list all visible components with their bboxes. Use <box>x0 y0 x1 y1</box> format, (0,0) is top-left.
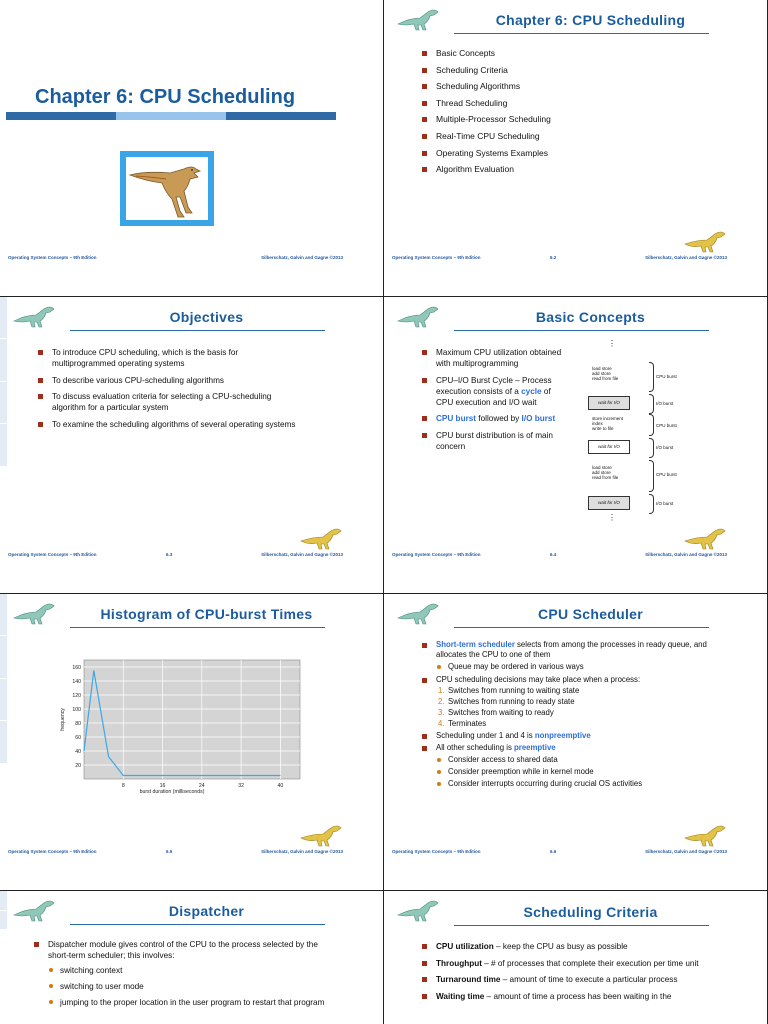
title-rule <box>70 924 325 925</box>
brace <box>649 362 654 392</box>
x-tick-label: 40 <box>277 783 284 789</box>
title-band <box>6 112 336 120</box>
y-tick-label: 60 <box>75 735 81 741</box>
concept-item: CPU burst followed by I/O burst <box>420 413 562 424</box>
page-number: 6.6 <box>550 849 557 854</box>
footer-book: Operating System Concepts – 9th Edition <box>8 849 97 854</box>
y-tick-label: 20 <box>75 763 81 769</box>
sub-item: switching context <box>48 965 332 976</box>
criteria-list <box>420 941 720 1007</box>
outline-item: Thread Scheduling <box>420 98 551 109</box>
dinosaur-picture <box>120 151 214 226</box>
slide-6 <box>384 594 768 891</box>
outline-item: Scheduling Algorithms <box>420 81 551 92</box>
footer-copyright: Silberschatz, Galvin and Gagne ©2013 <box>645 552 727 557</box>
slide-2 <box>384 0 768 297</box>
sub-item: Consider access to shared data <box>436 755 720 765</box>
concepts-list <box>420 347 562 457</box>
brace <box>649 438 654 458</box>
footer-copyright: Silberschatz, Galvin and Gagne ©2013 <box>645 849 727 854</box>
sub-item: Consider preemption while in kernel mode <box>436 767 720 777</box>
page-number: 6.4 <box>550 552 557 557</box>
cpu-burst-label: CPU burst <box>656 423 677 428</box>
outline-item: Basic Concepts <box>420 48 551 59</box>
slide-footer <box>392 552 727 557</box>
footer-copyright: Silberschatz, Galvin and Gagne ©2013 <box>261 849 343 854</box>
sub-item: Consider interrupts occurring during crucial OS activities <box>436 779 720 789</box>
sidebar-stripes <box>0 297 7 593</box>
footer-book: Operating System Concepts – 9th Edition <box>392 552 481 557</box>
objectives-list <box>36 347 296 435</box>
wait-box: wait for I/O <box>588 496 630 510</box>
scheduler-item: All other scheduling is preemptive Consider access to shared data Consider preemption while in kernel mode Consider interrupts occurring during crucial OS activities <box>420 743 720 789</box>
dinosaur-icon <box>126 157 208 220</box>
x-tick-label: 16 <box>159 783 166 789</box>
outline-item: Multiple-Processor Scheduling <box>420 114 551 125</box>
concept-item: CPU burst distribution is of main concern <box>420 430 562 452</box>
footer-copyright: Silberschatz, Galvin and Gagne ©2013 <box>261 255 343 260</box>
slide-footer <box>392 255 727 260</box>
wait-box: wait for I/O <box>588 396 630 410</box>
plot-area <box>84 660 300 779</box>
x-tick-label: 32 <box>238 783 244 789</box>
dinosaur-logo-icon <box>299 525 343 551</box>
y-tick-label: 140 <box>72 679 81 685</box>
slide-3 <box>0 297 384 594</box>
scheduler-item: Short-term scheduler selects from among the processes in ready queue, and allocates the CPU to one of them Queue may be ordered in various ways <box>420 640 720 672</box>
sub-item: switching to user mode <box>48 981 332 992</box>
dinosaur-logo-icon <box>299 822 343 848</box>
outline-item: Operating Systems Examples <box>420 148 551 159</box>
code-block: load store add store read from file <box>592 465 619 480</box>
scheduler-list <box>420 640 720 795</box>
title-rule <box>454 33 709 34</box>
code-block: store increment index write to file <box>592 416 624 431</box>
criteria-item: Throughput – # of processes that complete their execution per time unit <box>420 958 720 969</box>
objective-item: To introduce CPU scheduling, which is the basis for multiprogrammed operating systems <box>36 347 296 369</box>
brace <box>649 494 654 514</box>
footer-book: Operating System Concepts – 9th Edition <box>8 255 97 260</box>
code-block: load store add store read from file <box>592 366 619 381</box>
slide-title: Basic Concepts <box>535 309 646 325</box>
concept-item: Maximum CPU utilization obtained with multiprogramming <box>420 347 562 369</box>
criteria-item: Waiting time – amount of time a process has been waiting in the <box>420 991 720 1002</box>
brace <box>649 394 654 414</box>
y-tick-label: 100 <box>72 707 81 713</box>
footer-book: Operating System Concepts – 9th Edition <box>392 255 481 260</box>
title-rule <box>70 330 325 331</box>
dinosaur-logo-icon <box>396 897 440 923</box>
slide-title: Chapter 6: CPU Scheduling <box>495 12 686 28</box>
page-number: 6.5 <box>166 849 173 854</box>
slide-title: Scheduling Criteria <box>523 904 658 920</box>
footer-book: Operating System Concepts – 9th Edition <box>392 849 481 854</box>
title-rule <box>454 627 709 628</box>
y-axis-label: frequency <box>60 708 66 731</box>
slide-title: Histogram of CPU-burst Times <box>100 606 313 622</box>
y-tick-label: 120 <box>72 693 81 699</box>
outline-item: Real-Time CPU Scheduling <box>420 131 551 142</box>
slide-title: Dispatcher <box>168 903 245 919</box>
page-number: 6.3 <box>166 552 173 557</box>
wait-box: wait for I/O <box>588 440 630 454</box>
io-burst-label: I/O burst <box>656 401 674 406</box>
dispatcher-list <box>32 939 332 1014</box>
brace <box>649 414 654 436</box>
sub-item: jumping to the proper location in the user program to restart that program <box>48 997 332 1008</box>
page-number: 6.2 <box>550 255 557 260</box>
numbered-item: 2. Switches from running to ready state <box>438 697 575 706</box>
x-tick-label: 8 <box>121 783 125 789</box>
objective-item: To describe various CPU-scheduling algorithms <box>36 375 296 386</box>
slide-7 <box>0 891 384 1024</box>
slide-footer <box>8 552 343 557</box>
x-axis-label: burst duration (milliseconds) <box>139 789 205 795</box>
io-burst-label: I/O burst <box>656 445 674 450</box>
cpu-burst-label: CPU burst <box>656 374 677 379</box>
slide-footer <box>8 849 343 854</box>
sub-item: Queue may be ordered in various ways <box>436 662 720 672</box>
dinosaur-logo-icon <box>683 228 727 254</box>
criteria-item: CPU utilization – keep the CPU as busy as possible <box>420 941 720 952</box>
numbered-item: 1. Switches from running to waiting state <box>438 686 580 695</box>
y-tick-label: 40 <box>75 749 81 755</box>
dinosaur-logo-icon <box>396 6 440 32</box>
outline-item: Algorithm Evaluation <box>420 164 551 175</box>
dinosaur-logo-icon <box>12 303 56 329</box>
numbered-item: 4. Terminates <box>438 719 487 728</box>
dispatcher-item: Dispatcher module gives control of the CPU to the process selected by the short-term scheduler; this involves: switching context switching to user mode jumping to the proper location in the user program to restart that program <box>32 939 332 1008</box>
slide-5 <box>0 594 384 891</box>
footer-copyright: Silberschatz, Galvin and Gagne ©2013 <box>261 552 343 557</box>
ellipsis: ⋮ <box>608 339 616 348</box>
io-burst-label: I/O burst <box>656 501 674 506</box>
numbered-item: 3. Switches from waiting to ready <box>438 708 554 717</box>
concept-item: CPU–I/O Burst Cycle – Process execution consists of a cycle of CPU execution and I/O wait <box>420 375 562 408</box>
slide-title: Chapter 6: CPU Scheduling <box>35 86 296 108</box>
dinosaur-logo-icon <box>396 303 440 329</box>
slide-1 <box>0 0 384 297</box>
slide-title: Objectives <box>169 309 244 325</box>
slide-footer <box>8 255 343 260</box>
cpu-burst-label: CPU burst <box>656 472 677 477</box>
sidebar-stripes <box>0 891 7 1024</box>
ellipsis: ⋮ <box>608 513 616 522</box>
criteria-item: Turnaround time – amount of time to execute a particular process <box>420 974 720 985</box>
y-tick-label: 160 <box>72 665 81 671</box>
scheduler-item: CPU scheduling decisions may take place when a process: 1. Switches from running to waiting state 2. Switches from running to ready state 3. Switches from waiting to ready 4. Terminates <box>420 675 720 729</box>
slide-8 <box>384 891 768 1024</box>
dinosaur-logo-icon <box>396 600 440 626</box>
footer-copyright: Silberschatz, Galvin and Gagne ©2013 <box>645 255 727 260</box>
slide-4 <box>384 297 768 594</box>
x-tick-label: 24 <box>198 783 205 789</box>
dinosaur-logo-icon <box>683 822 727 848</box>
objective-item: To examine the scheduling algorithms of several operating systems <box>36 419 296 430</box>
title-rule <box>454 330 709 331</box>
slide-footer <box>392 849 727 854</box>
brace <box>649 460 654 492</box>
burst-cycle-diagram <box>586 340 696 530</box>
outline-item: Scheduling Criteria <box>420 65 551 76</box>
objective-item: To discuss evaluation criteria for selecting a CPU-scheduling algorithm for a particular system <box>36 391 296 413</box>
slide-title: CPU Scheduler <box>537 606 644 622</box>
footer-book: Operating System Concepts – 9th Edition <box>8 552 97 557</box>
dinosaur-logo-icon <box>12 897 56 923</box>
scheduler-item: Scheduling under 1 and 4 is nonpreemptive <box>420 731 720 741</box>
title-rule <box>454 925 709 926</box>
y-tick-label: 80 <box>75 721 81 727</box>
outline-list <box>420 48 551 181</box>
